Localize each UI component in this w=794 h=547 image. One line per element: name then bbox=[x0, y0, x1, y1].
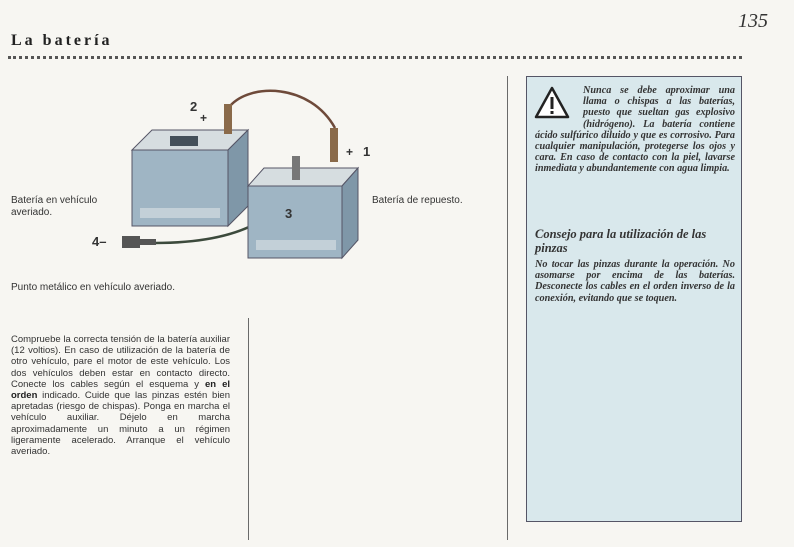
page-number: 135 bbox=[738, 10, 768, 32]
warning-text: Nunca se debe aproximar una llama o chispas a las baterías, puesto que sueltan gas explosivo (hidrógeno). La batería contiene ácido sulfúrico diluido y que es corrosivo. Para cualquier manipulación, protegerse los ojos y cara. En caso de contacto con la piel, lavarse inmediata y abundantemente con agua limpia. bbox=[535, 85, 735, 175]
plus-sign-2: + bbox=[200, 111, 208, 125]
dotted-divider bbox=[8, 56, 742, 59]
battery-jumpstart-diagram bbox=[80, 78, 400, 268]
right-battery bbox=[248, 168, 358, 258]
clamp-1 bbox=[330, 128, 338, 162]
plus-sign-1: + bbox=[346, 145, 354, 159]
red-cable bbox=[230, 91, 335, 128]
label-3: 3 bbox=[285, 206, 293, 221]
warning-box bbox=[526, 76, 742, 522]
section-title: La batería bbox=[11, 32, 113, 49]
instructions-text: Compruebe la correcta tensión de la batería auxiliar (12 voltios). En caso de utilización de la batería de otro vehículo, pare el motor de este vehículo. Los dos vehículos deben estar en contacto directo. Conecte los cables según el esquema y en el orden indicado. Cuide que las pinzas estén bien apretadas (riesgo de chispas). Ponga en marcha el vehículo auxiliar. Déjelo en marcha aproximadamente un minuto a un régimen ligeramente acelerado. Arranque el vehículo averiado. bbox=[11, 334, 230, 458]
warning-text-wrap bbox=[535, 85, 735, 175]
left-column-rule bbox=[248, 318, 249, 540]
caption-metal-point: Punto metálico en vehículo averiado. bbox=[11, 282, 175, 293]
clamp-4 bbox=[122, 236, 156, 248]
middle-column-rule bbox=[507, 76, 508, 540]
clamp-3 bbox=[292, 156, 300, 180]
emphasis-in-order: en el orden bbox=[11, 378, 230, 402]
label-1: 1 bbox=[363, 144, 371, 159]
caption-broken-battery: Batería en vehículo averiado. bbox=[11, 195, 98, 218]
tip-text: No tocar las pinzas durante la operación. No asomarse por encima de las baterías. Desconecte los cables en el orden inverso de la conexión, evitando que se toquen. bbox=[535, 259, 735, 304]
tip-title: Consejo para la utilización de las pinzas bbox=[535, 227, 707, 255]
clamp-2 bbox=[224, 104, 232, 134]
caption-spare-battery: Batería de repuesto. bbox=[372, 195, 463, 206]
left-battery bbox=[132, 130, 248, 226]
label-2: 2 bbox=[190, 99, 198, 114]
label-4: 4– bbox=[92, 234, 107, 249]
